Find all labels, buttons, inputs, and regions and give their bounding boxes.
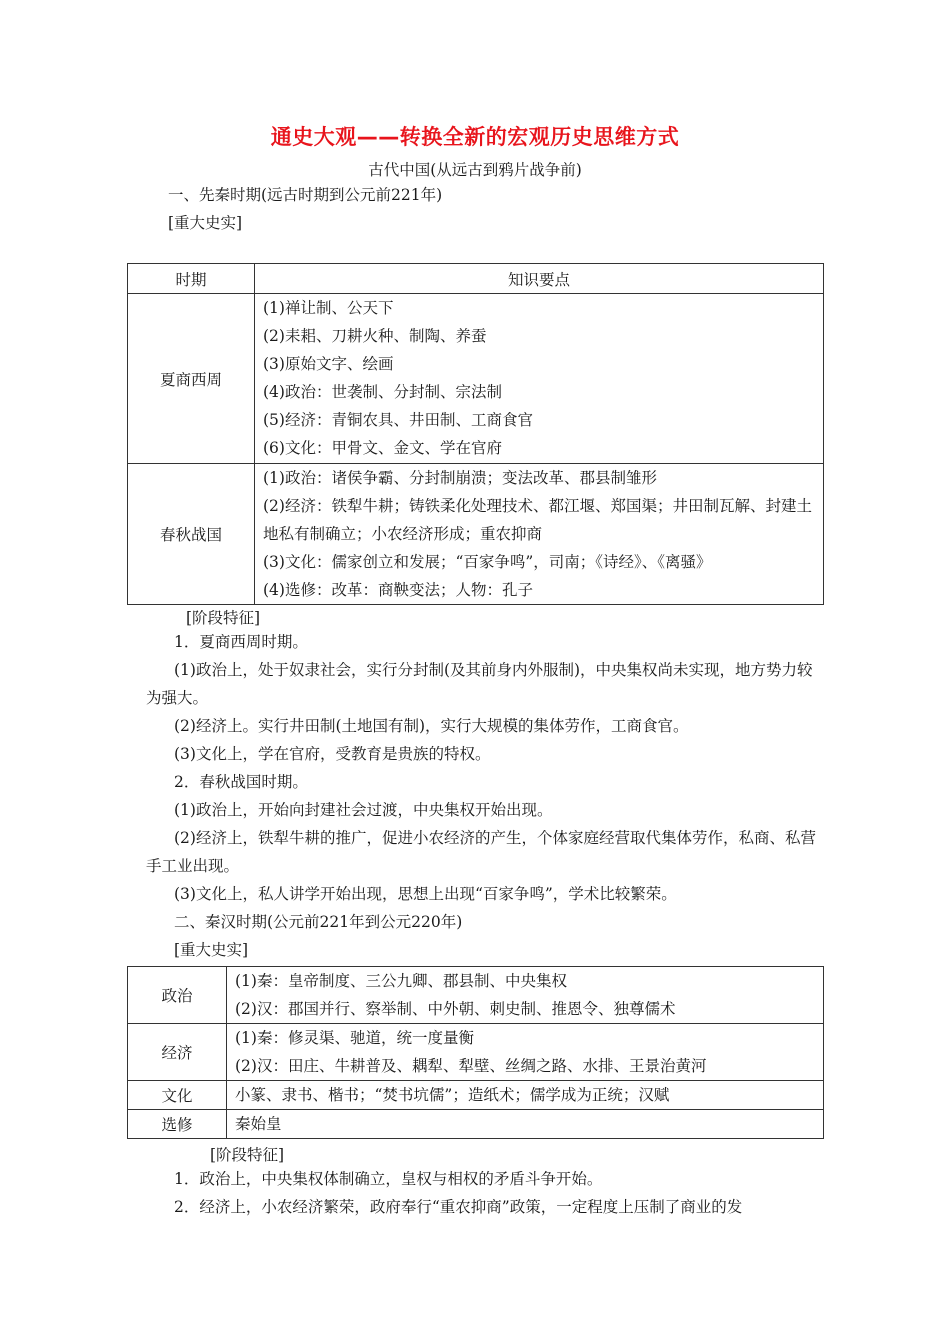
paragraph: (3)文化上，学在官府，受教育是贵族的特权。: [174, 745, 491, 763]
table-header-row: [128, 264, 824, 294]
list-item: (4)选修：改革：商鞅变法；人物：孔子: [263, 581, 533, 599]
paragraph: (2)经济上。实行井田制(土地国有制)，实行大规模的集体劳作，工商食官。: [174, 717, 689, 735]
section2-facts-label: [重大史实]: [174, 941, 249, 959]
paragraph: (1)政治上，处于奴隶社会，实行分封制(及其前身内外服制)，中央集权尚未实现，地方势力较为强大。: [146, 661, 813, 707]
row-items: [255, 294, 824, 464]
section2-facts-table: [127, 966, 824, 1139]
row-items: [255, 464, 824, 605]
section1-heading: 一、先秦时期(远古时期到公元前221年): [168, 186, 443, 204]
section1-facts-label: [重大史实]: [168, 214, 243, 232]
document-title: 通史大观——转换全新的宏观历史思维方式: [270, 125, 680, 149]
paragraph: 2．春秋战国时期。: [174, 773, 308, 791]
list-item: (4)政治：世袭制、分封制、宗法制: [263, 383, 502, 401]
header-key-points: 知识要点: [255, 264, 824, 294]
table-row: [128, 294, 824, 464]
table-row: [128, 1110, 824, 1139]
row-period: 夏商西周: [128, 294, 255, 464]
list-item: (1)秦：修灵渠、驰道，统一度量衡: [235, 1029, 474, 1047]
section1-stage-label: [阶段特征]: [186, 609, 261, 627]
list-item: (5)经济：青铜农具、井田制、工商食官: [263, 411, 533, 429]
row-label: 文化: [128, 1081, 227, 1110]
list-item: (2)汉：郡国并行、察举制、中外朝、刺史制、推恩令、独尊儒术: [235, 1000, 676, 1018]
section2-stage-text: [146, 1165, 826, 1221]
list-item: 秦始皇: [235, 1115, 282, 1133]
list-item: (1)禅让制、公天下: [263, 299, 394, 317]
paragraph: (1)政治上，开始向封建社会过渡，中央集权开始出现。: [174, 801, 553, 819]
document-subtitle: 古代中国(从远古到鸦片战争前): [368, 161, 582, 179]
row-label: 政治: [128, 967, 227, 1024]
table-row: [128, 967, 824, 1024]
list-item: (1)秦：皇帝制度、三公九卿、郡县制、中央集权: [235, 972, 567, 990]
table-row: [128, 464, 824, 605]
header-period: 时期: [128, 264, 255, 294]
paragraph: (2)经济上，铁犁牛耕的推广，促进小农经济的产生，个体家庭经营取代集体劳作，私商、私营手工业出现。: [146, 829, 816, 875]
list-item: (3)原始文字、绘画: [263, 355, 394, 373]
paragraph: 1．政治上，中央集权体制确立，皇权与相权的矛盾斗争开始。: [174, 1170, 603, 1188]
row-items: [227, 1110, 824, 1139]
section1-stage-text: [146, 628, 826, 964]
row-label: 经济: [128, 1024, 227, 1081]
row-items: [227, 1081, 824, 1110]
paragraph: 2．经济上，小农经济繁荣，政府奉行“重农抑商”政策，一定程度上压制了商业的发: [174, 1198, 743, 1216]
row-period: 春秋战国: [128, 464, 255, 605]
paragraph: (3)文化上，私人讲学开始出现，思想上出现“百家争鸣”，学术比较繁荣。: [174, 885, 677, 903]
list-item: (1)政治：诸侯争霸、分封制崩溃；变法改革、郡县制雏形: [263, 469, 657, 487]
list-item: (2)汉：田庄、牛耕普及、耦犁、犁壁、丝绸之路、水排、王景治黄河: [235, 1057, 707, 1075]
table-row: [128, 1081, 824, 1110]
row-items: [227, 967, 824, 1024]
list-item: 小篆、隶书、楷书；“焚书坑儒”；造纸术；儒学成为正统；汉赋: [235, 1086, 670, 1104]
section2-heading: 二、秦汉时期(公元前221年到公元220年): [174, 913, 463, 931]
row-items: [227, 1024, 824, 1081]
list-item: (6)文化：甲骨文、金文、学在官府: [263, 439, 502, 457]
row-label: 选修: [128, 1110, 227, 1139]
paragraph: 1．夏商西周时期。: [174, 633, 308, 651]
table-row: [128, 1024, 824, 1081]
section2-stage-label: [阶段特征]: [210, 1146, 285, 1164]
list-item: (3)文化：儒家创立和发展；“百家争鸣”，司南；《诗经》、《离骚》: [263, 553, 712, 571]
list-item: (2)耒耜、刀耕火种、制陶、养蚕: [263, 327, 487, 345]
section1-facts-table: [127, 263, 824, 605]
list-item: (2)经济：铁犁牛耕；铸铁柔化处理技术、都江堰、郑国渠；井田制瓦解、封建土地私有制确立；小农经济形成；重农抑商: [263, 497, 812, 543]
